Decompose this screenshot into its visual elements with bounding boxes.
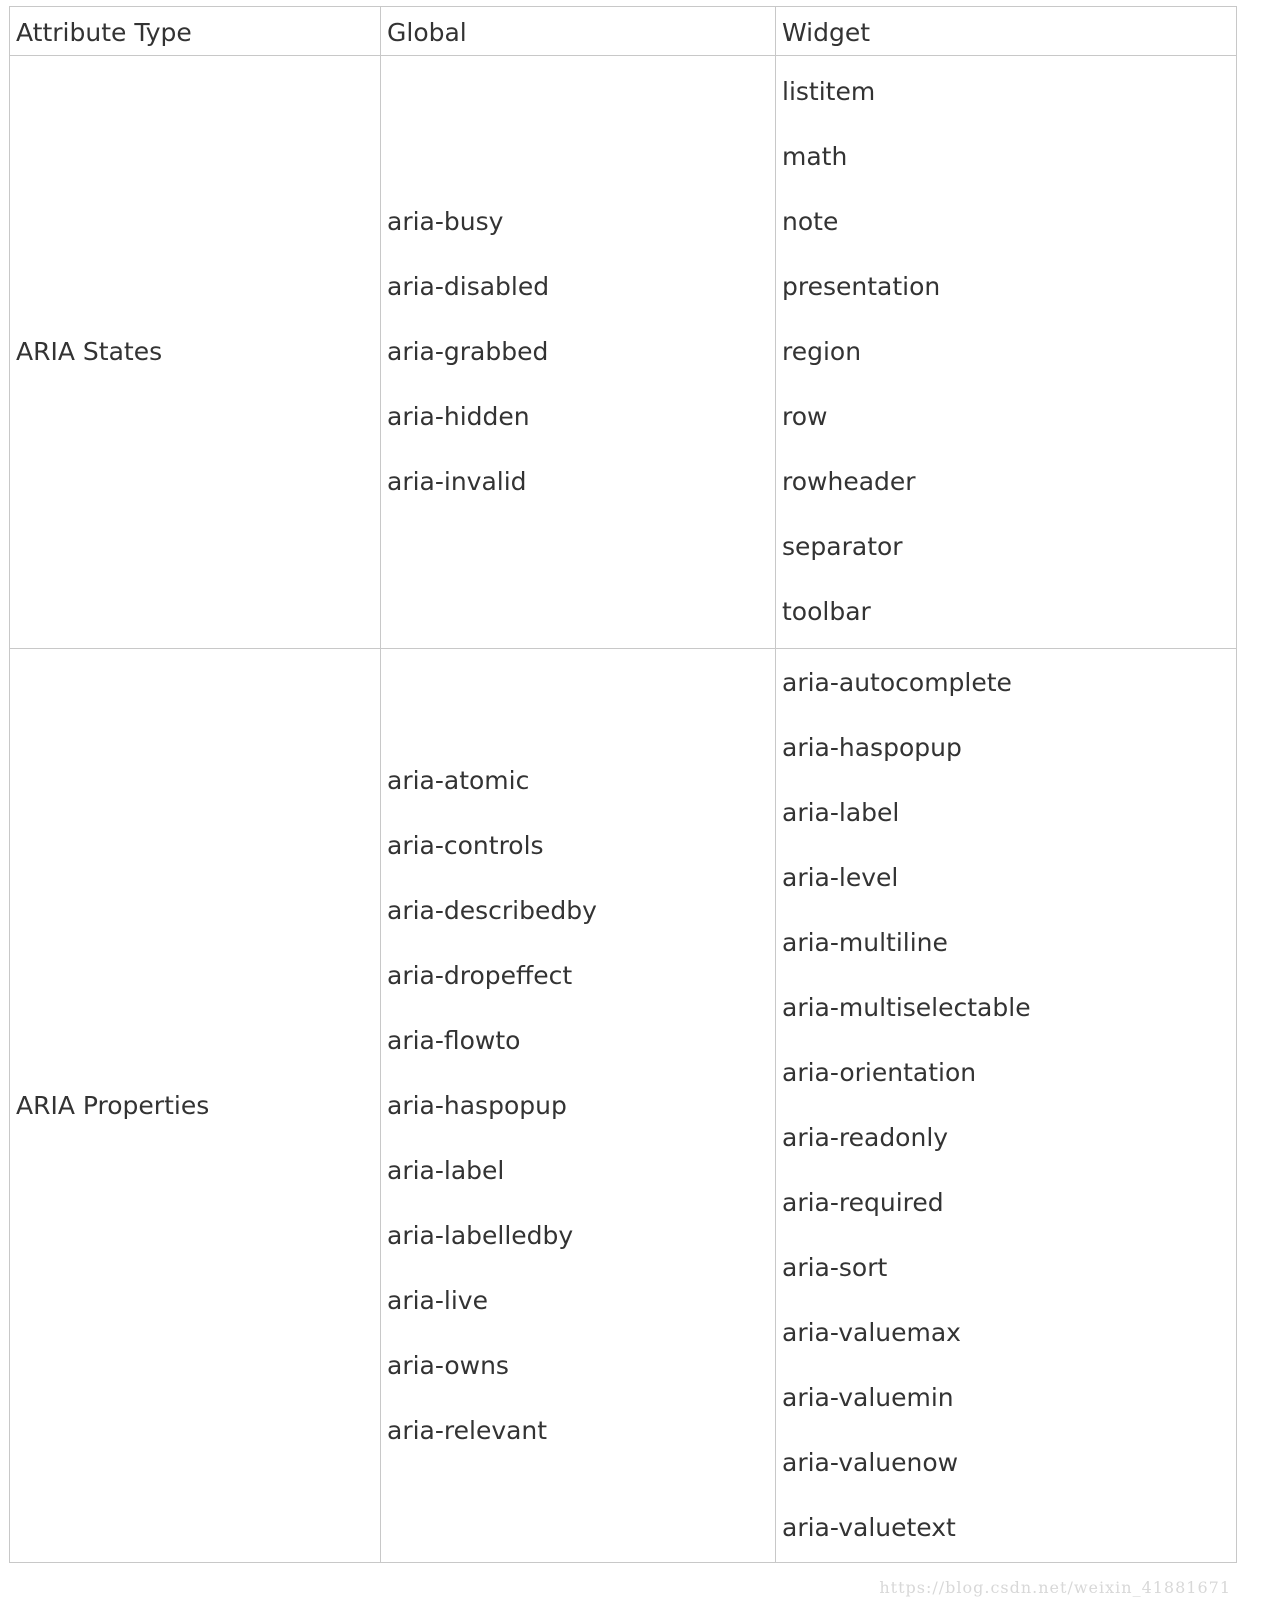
cell-widget-list [776,56,1237,649]
list-item: aria-valuemax [782,1318,961,1347]
global-states-list [387,207,769,497]
cell-global-list [381,649,776,1563]
list-item: row [782,402,828,431]
list-item: aria-readonly [782,1123,949,1152]
cell-global-list [381,56,776,649]
cell-widget-list [776,649,1237,1563]
global-properties-list [387,766,769,1446]
watermark-url: https://blog.csdn.net/weixin_41881671 [879,1578,1231,1597]
list-item: aria-disabled [387,272,550,301]
list-item: aria-grabbed [387,337,549,366]
list-item: aria-required [782,1188,944,1217]
list-item: aria-valuenow [782,1448,959,1477]
list-item: aria-orientation [782,1058,977,1087]
list-item: aria-label [782,798,900,827]
list-item: aria-relevant [387,1415,548,1445]
list-item: aria-owns [387,1350,509,1380]
table-header-row [10,7,1237,56]
list-item: toolbar [782,597,871,626]
list-item: aria-sort [782,1253,888,1282]
table-row-aria-properties [10,649,1237,1563]
list-item: aria-labelledby [387,1220,574,1250]
header-attribute-type: Attribute Type [10,7,381,56]
list-item: aria-describedby [387,895,597,925]
list-item: aria-controls [387,830,544,860]
list-item: listitem [782,77,876,106]
list-item: aria-hidden [387,402,530,431]
list-item: aria-haspopup [387,1090,567,1120]
list-item: aria-valuemin [782,1383,954,1412]
list-item: aria-atomic [387,765,530,795]
list-item: aria-level [782,863,899,892]
widget-properties-list [782,668,1230,1543]
list-item: aria-label [387,1155,505,1185]
list-item: aria-multiselectable [782,993,1031,1022]
list-item: aria-dropeffect [387,960,573,990]
list-item: aria-live [387,1285,488,1315]
list-item: aria-multiline [782,928,948,957]
cell-attribute-type: ARIA Properties [10,649,381,1563]
list-item: aria-busy [387,207,504,236]
header-widget: Widget [776,7,1237,56]
list-item: aria-invalid [387,467,527,496]
list-item: aria-valuetext [782,1513,956,1542]
list-item: note [782,207,839,236]
list-item: separator [782,532,903,561]
header-global: Global [381,7,776,56]
list-item: aria-flowto [387,1025,521,1055]
aria-attributes-table [9,6,1237,1563]
list-item: rowheader [782,467,916,496]
widget-states-list [782,77,1230,627]
list-item: aria-haspopup [782,733,962,762]
list-item: presentation [782,272,941,301]
list-item: math [782,142,848,171]
table-row-aria-states [10,56,1237,649]
list-item: region [782,337,862,366]
cell-attribute-type: ARIA States [10,56,381,649]
list-item: aria-autocomplete [782,668,1012,697]
